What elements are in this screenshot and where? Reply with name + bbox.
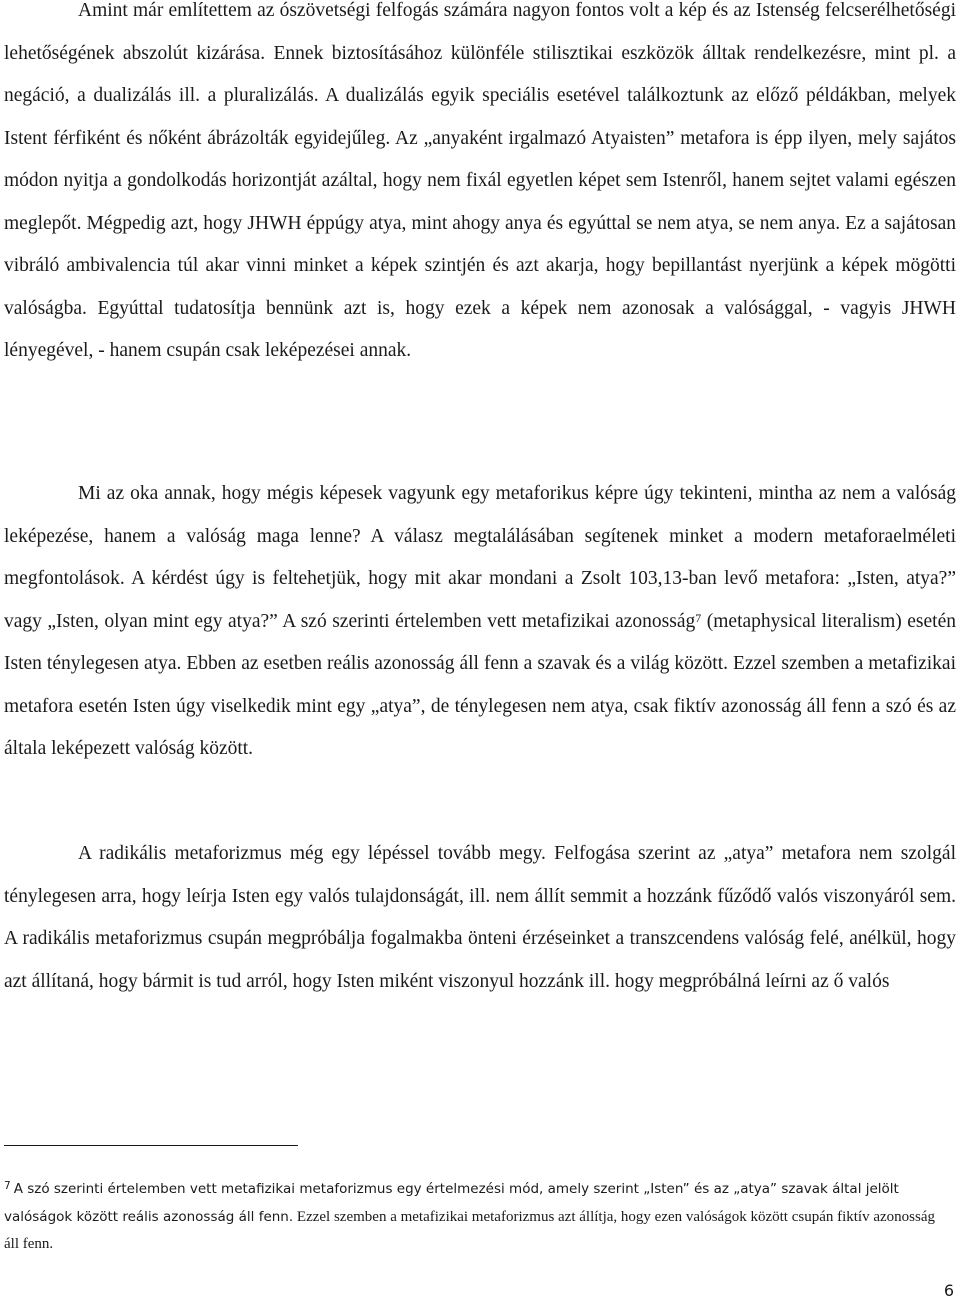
paragraph-2-text-before-note: Mi az oka annak, hogy mégis képesek vagyunk egy metaforikus képre úgy tekinteni, mintha az nem a valóság leképezése, hanem a valóság maga lenne? A válasz megtalálásában segítenek minket a modern metaforaelméleti megfontolások. A kérdést úgy is feltehetjük, hogy mit akar mondani a Zsolt 103,13-ban levő metafora: „Isten, atya?” vagy „Isten, olyan mint egy atya?” A szó szerinti értelemben vett metafizikai azonosság <box>4 483 956 632</box>
footnote-separator <box>4 1145 298 1146</box>
paragraph-2-text-after-note: (metaphysical literalism) esetén Isten ténylegesen atya. Ebben az esetben reális azonosság áll fenn a szavak és a világ között. Ezzel szemben a metafizikai metafora esetén Isten úgy viselkedik mint egy „atya”, de ténylegesen nem atya, csak fiktív azonosság áll fenn a szó és az általa leképezett valóság között. <box>4 610 956 759</box>
footnote-text-serif: Ezzel szemben a metafizikai metaforizmus azt állítja, hogy ezen valóságok között csupán fiktív azonosság áll fenn. <box>4 1208 935 1252</box>
body-paragraph-1: Amint már említettem az ószövetségi felfogás számára nagyon fontos volt a kép és az Istenség felcserélhetőségi lehetőségének abszolút kizárása. Ennek biztosításához különféle stilisztikai eszközök álltak rendelkezésre, mint pl. a negáció, a dualizálás ill. a pluralizálás. A dualizálás egyik speciális esetével találkoztunk az előző példákban, melyek Istent férfiként és nőként ábrázolták egyidejűleg. Az „anyaként irgalmazó Atyaisten” metafora is épp ilyen, mely sajátos módon nyitja a gondolkodás horizontját azáltal, hogy nem fixál egyetlen képet sem Istenről, hanem sejtet valami egészen meglepőt. Mégpedig azt, hogy JHWH éppúgy atya, mint ahogy anya és egyúttal se nem atya, se nem anya. Ez a sajátosan vibráló ambivalencia túl akar vinni minket a képek szintjén és azt akarja, hogy bepillantást nyerjünk a képek mögötti valóságba. Egyúttal tudatosítja bennünk azt is, hogy ezek a képek nem azonosak a valósággal, - vagyis JHWH lényegével, - hanem csupán csak leképezései annak. <box>4 0 956 361</box>
footnote-reference[interactable]: 7 <box>695 610 702 625</box>
footnote <box>4 1176 940 1259</box>
footnote-text-sans: A szó szerinti értelemben vett metafizikai metaforizmus egy értelmezési mód, amely szerint „Isten” és az „atya” szavak által jelölt valóságok között reális azonosság áll fenn. <box>4 1181 899 1225</box>
body-paragraph-3: A radikális metaforizmus még egy lépéssel tovább megy. Felfogása szerint az „atya” metafora nem szolgál ténylegesen arra, hogy leírja Isten egy valós tulajdonságát, ill. nem állít semmit a hozzánk fűződő valós viszonyáról sem. A radikális metaforizmus csupán megpróbálja fogalmakba önteni érzéseinket a transzcendens valóság felé, anélkül, hogy azt állítaná, hogy bármit is tud arról, hogy Isten miként viszonyul hozzánk ill. hogy megpróbálná leírni az ő valós <box>4 843 956 992</box>
page-number: 6 <box>943 1281 954 1300</box>
footnote-number: 7 <box>4 1180 11 1192</box>
body-paragraph-2 <box>4 473 956 771</box>
